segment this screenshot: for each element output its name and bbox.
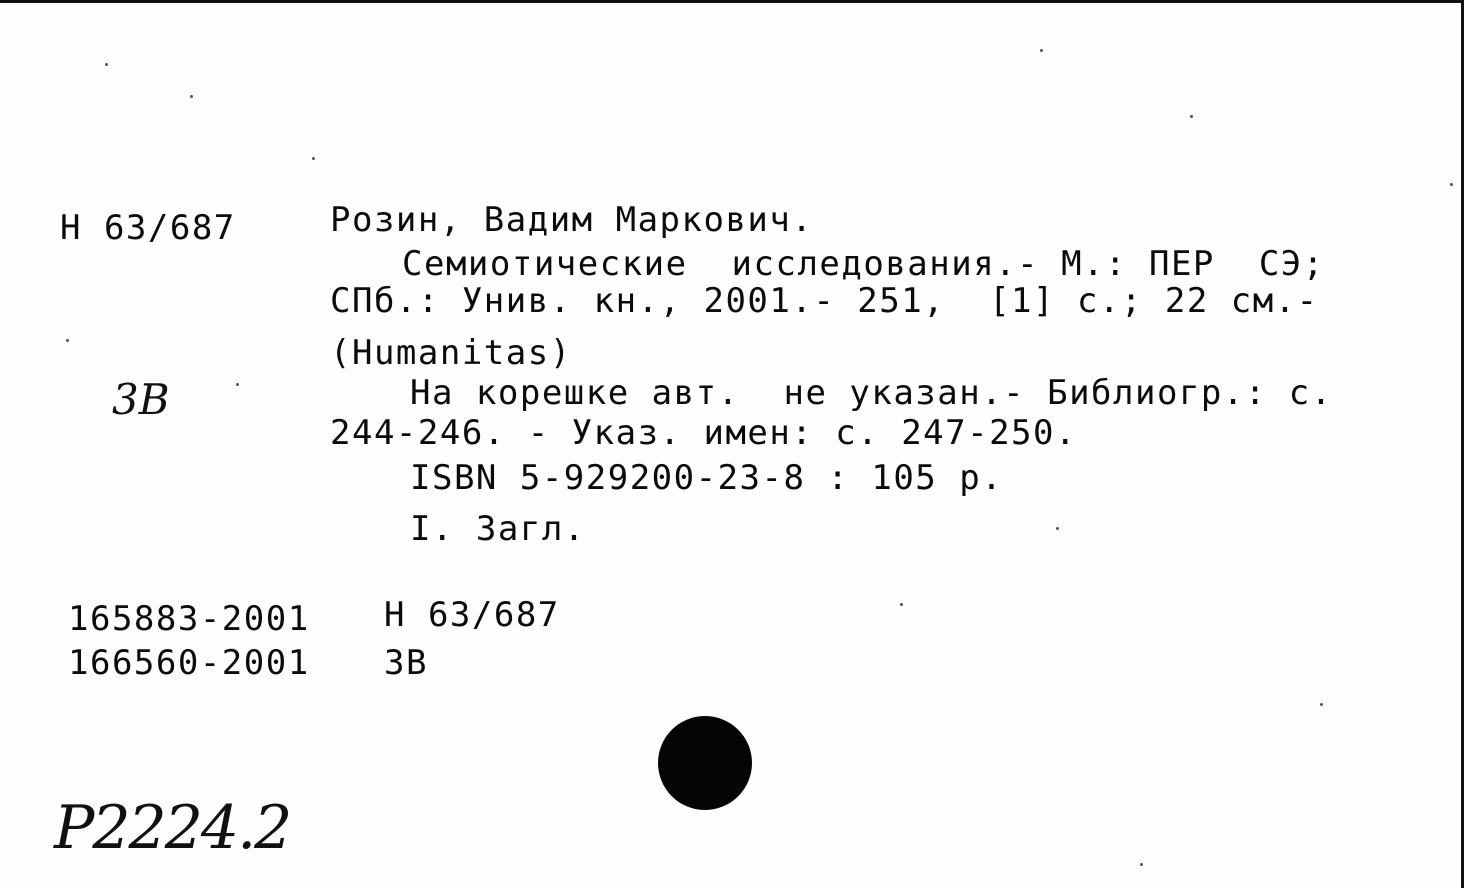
imprint-line: СПб.: Унив. кн., 2001.- 251, [1] с.; 22 см.- [330,281,1319,321]
scan-speck [1040,49,1043,52]
series-line: (Humanitas) [330,333,572,373]
scan-speck [900,603,903,606]
scan-speck [1450,183,1453,186]
call-number: Н 63/687 [60,208,236,248]
scan-speck [312,157,315,160]
card-punch-hole [658,716,752,810]
scan-speck [190,95,193,98]
isbn-line: ISBN 5-929200-23-8 : 105 р. [410,458,1004,498]
scan-speck [1320,703,1323,706]
scan-speck [66,339,69,342]
handwritten-shelf-mark: 3В [112,375,170,424]
author-heading: Розин, Вадим Маркович. [330,200,814,240]
handwritten-inventory-mark: P2224.2 [54,793,291,863]
note-line-1: На корешке авт. не указан.- Библиогр.: с. [410,373,1333,413]
title-line: Семиотические исследования.- М.: ПЕР СЭ; [402,244,1325,284]
scan-speck [1140,863,1143,866]
scan-speck [236,383,239,386]
accession-location-1: Н 63/687 [384,595,560,635]
accession-number-2: 166560-2001 [68,643,310,683]
accession-number-1: 165883-2001 [68,599,310,639]
scan-speck [1056,527,1059,530]
note-line-2: 244-246. - Указ. имен: с. 247-250. [330,413,1077,453]
scan-speck [1190,115,1193,118]
accession-location-2: 3В [384,643,428,683]
scan-speck [105,63,108,66]
tracing-line: I. Загл. [410,509,586,549]
